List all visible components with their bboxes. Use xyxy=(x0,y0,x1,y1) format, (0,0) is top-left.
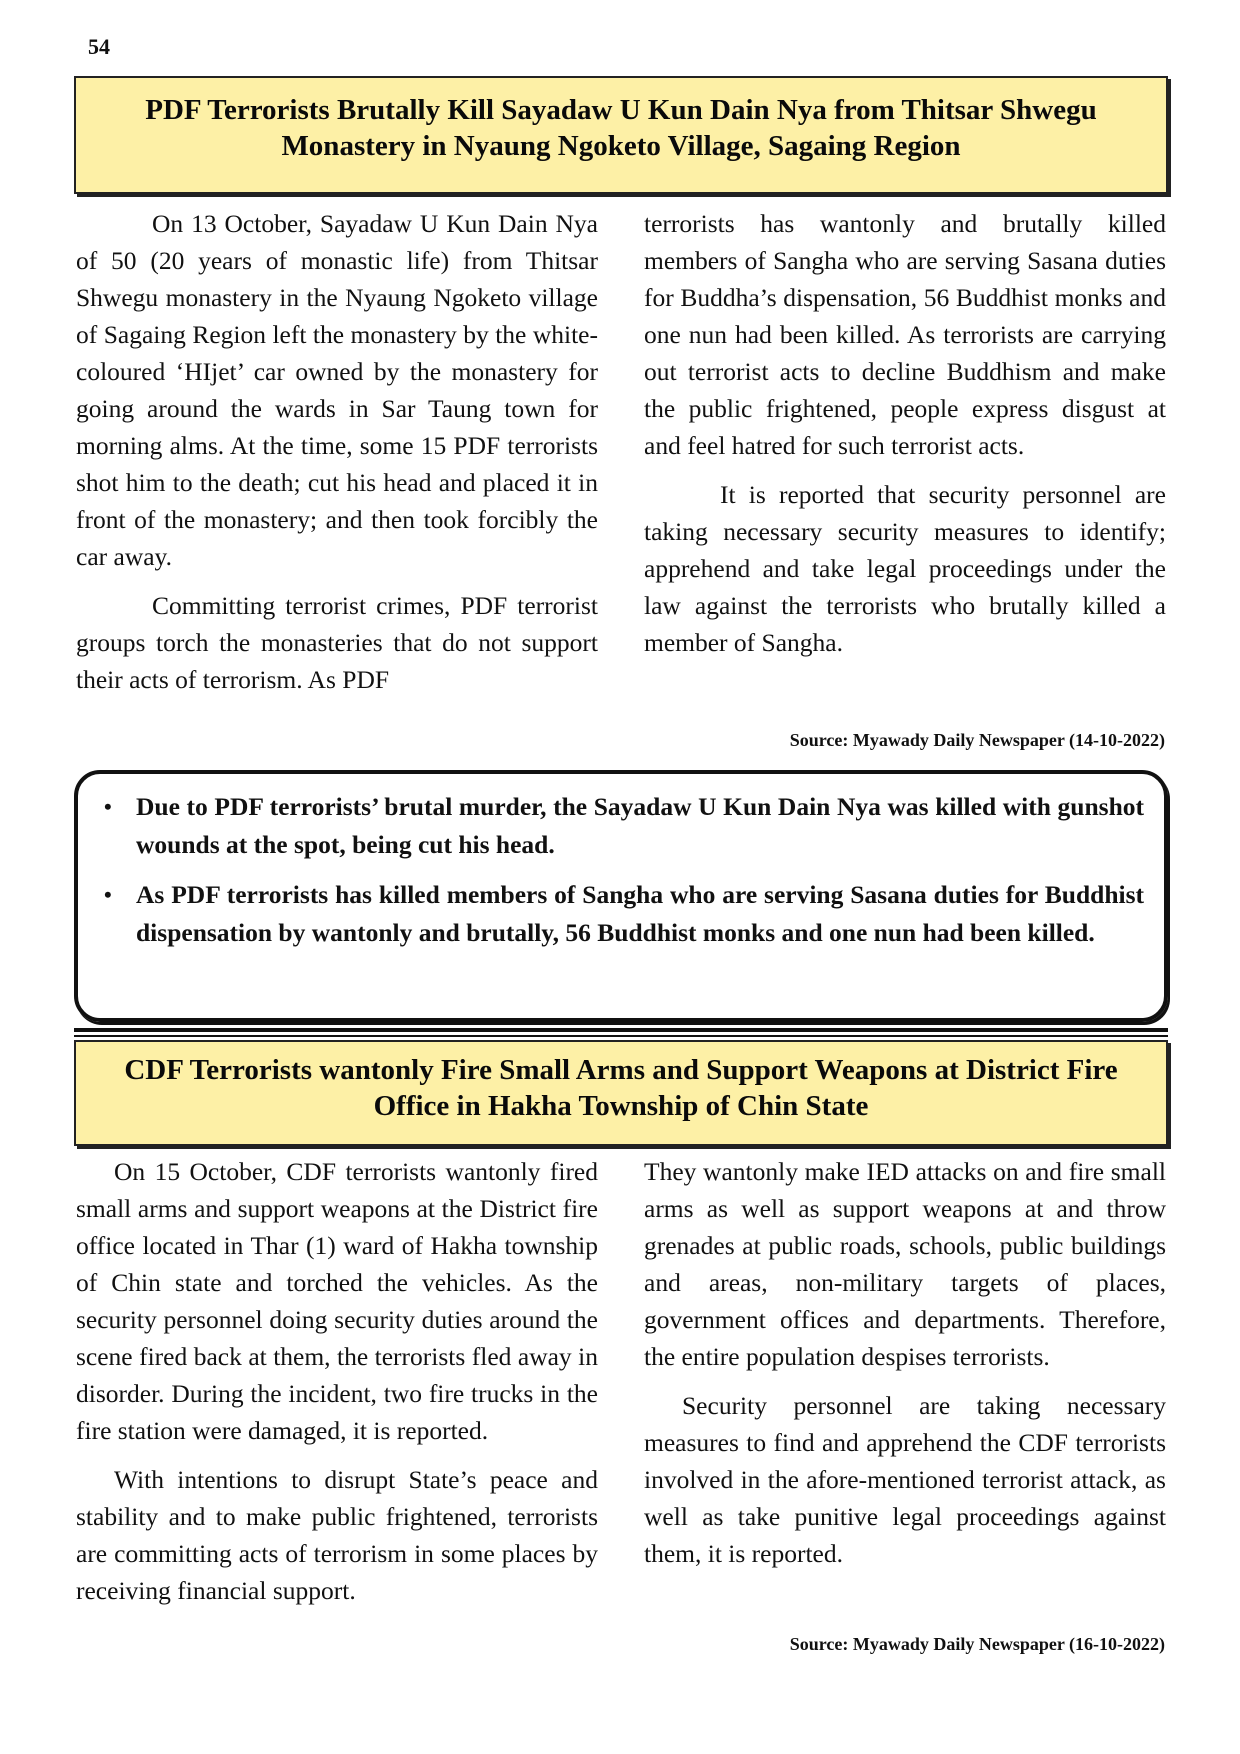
article1-title: PDF Terrorists Brutally Kill Sayadaw U Kun Dain Nya from Thitsar Shwegu Monastery in Nyaung Ngoketo Village, Sagaing Region xyxy=(74,76,1168,194)
section-divider xyxy=(74,1035,1168,1037)
article2-paragraph: They wantonly make IED attacks on and fire small arms as well as support weapons at and throw grenades at public roads, schools, public buildings and areas, non-military targets of places, government offices and departments. Therefore, the entire population despises terrorists. xyxy=(644,1157,1166,1371)
section-divider xyxy=(74,1028,1168,1032)
article2-title: CDF Terrorists wantonly Fire Small Arms and Support Weapons at District Fire Office in Hakha Township of Chin State xyxy=(74,1040,1168,1146)
summary-item-text: Due to PDF terrorists’ brutal murder, the Sayadaw U Kun Dain Nya was killed with gunshot wounds at the spot, being cut his head. xyxy=(136,792,1144,859)
bullet-icon: • xyxy=(104,882,112,907)
article2-body xyxy=(76,1153,1166,1621)
article2-source: Source: Myawady Daily Newspaper (16-10-2022) xyxy=(789,1634,1165,1654)
article1-body xyxy=(76,205,1166,710)
article2-paragraph: Security personnel are taking necessary measures to find and apprehend the CDF terrorists involved in the afore-mentioned terrorist attack, as well as take punitive legal proceedings against them, it is reported. xyxy=(644,1391,1166,1568)
summary-box xyxy=(74,770,1168,1022)
article1-right-column xyxy=(644,205,1166,710)
bullet-icon: • xyxy=(104,794,112,819)
article2-paragraph: With intentions to disrupt State’s peace and stability and to make public frightened, terrorists are committing acts of terrorism in some places by receiving financial support. xyxy=(76,1465,598,1605)
article1-left-column xyxy=(76,205,598,710)
article1-paragraph: terrorists has wantonly and brutally killed members of Sangha who are serving Sasana duties for Buddha’s dispensation, 56 Buddhist monks and one nun had been killed. As terrorists are carrying out terrorist acts to decline Buddhism and make the public frightened, people express disgust at and feel hatred for such terrorist acts. xyxy=(644,209,1166,460)
article1-source: Source: Myawady Daily Newspaper (14-10-2022) xyxy=(789,730,1165,750)
article2-paragraph: On 15 October, CDF terrorists wantonly fired small arms and support weapons at the District fire office located in Thar (1) ward of Hakha township of Chin state and torched the vehicles. As the security personnel doing security duties around the scene fired back at them, the terrorists fled away in disorder. During the incident, two fire trucks in the fire station were damaged, it is reported. xyxy=(76,1157,598,1445)
summary-item xyxy=(98,788,1144,864)
summary-item-text: As PDF terrorists has killed members of Sangha who are serving Sasana duties for Buddhist dispensation by wantonly and brutally, 56 Buddhist monks and one nun had been killed. xyxy=(136,880,1144,947)
summary-list xyxy=(98,788,1144,952)
article2-left-column xyxy=(76,1153,598,1621)
article1-paragraph: Committing terrorist crimes, PDF terrorist groups torch the monasteries that do not support their acts of terrorism. As PDF xyxy=(76,591,598,694)
article1-paragraph: It is reported that security personnel are taking necessary security measures to identify; apprehend and take legal proceedings under the law against the terrorists who brutally killed a member of Sangha. xyxy=(644,480,1166,657)
summary-item xyxy=(98,876,1144,952)
article2-right-column xyxy=(644,1153,1166,1621)
page-number: 54 xyxy=(88,34,110,59)
article1-paragraph: On 13 October, Sayadaw U Kun Dain Nya of 50 (20 years of monastic life) from Thitsar Shwegu monastery in the Nyaung Ngoketo village of Sagaing Region left the monastery by the white-coloured ‘HIjet’ car owned by the monastery for going around the wards in Sar Taung town for morning alms. At the time, some 15 PDF terrorists shot him to the death; cut his head and placed it in front of the monastery; and then took forcibly the car away. xyxy=(76,209,598,571)
